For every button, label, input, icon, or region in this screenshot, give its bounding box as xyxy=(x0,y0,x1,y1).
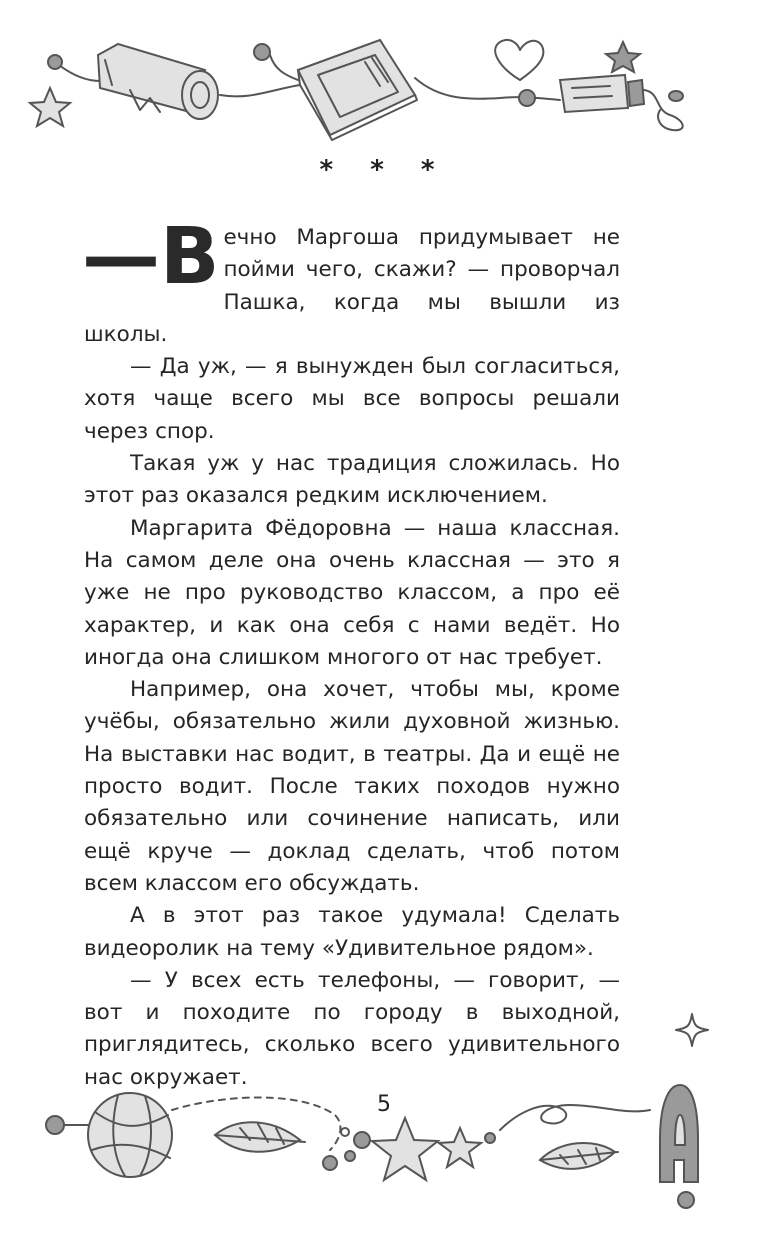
dot-icon xyxy=(48,55,62,69)
toothpaste-tube-icon xyxy=(560,75,683,130)
paragraph-6: А в этот раз такое удумала! Сделать видеоролик на тему «Удивительное рядом». xyxy=(84,903,620,961)
star-icon xyxy=(439,1128,481,1167)
paragraph-4: Маргарита Фёдоровна — наша классная. На самом деле она очень классная — это я уже не про руководство классом, а про её характер, и как она себя с нами ведёт. Но иногда она слишком многого от нас требует. xyxy=(84,515,620,670)
leaf-icon xyxy=(540,1143,618,1169)
dot-icon xyxy=(345,1151,355,1161)
dot-icon xyxy=(254,44,270,60)
dropcap xyxy=(82,212,220,302)
dot-icon xyxy=(354,1132,370,1148)
paragraph-1 xyxy=(82,212,620,351)
paragraph-text: ечно Маргоша придумывает не пойми чего, скажи? — проворчал Пашка, когда мы вышли из школы. xyxy=(84,225,620,347)
letter-a-icon xyxy=(660,1085,698,1182)
dropcap-letter: В xyxy=(160,212,220,302)
star-icon xyxy=(372,1118,438,1180)
diploma-scroll-icon xyxy=(98,44,218,119)
dot-icon xyxy=(519,90,535,106)
book-icon xyxy=(298,40,417,140)
dot-icon xyxy=(485,1133,495,1143)
sparkle-icon xyxy=(672,1010,712,1050)
bottom-doodle-border xyxy=(0,1060,768,1241)
body-text xyxy=(82,212,620,1094)
section-separator: ⁎ ⁎ ⁎ xyxy=(319,148,449,178)
page-number: 5 xyxy=(377,1092,391,1117)
dot-icon xyxy=(678,1192,694,1208)
paragraph-2: — Да уж, — я вынужден был согласиться, хотя чаще всего мы все вопросы решали через спор. xyxy=(84,354,620,444)
dot-icon xyxy=(323,1156,337,1170)
paragraph-7: — У всех есть телефоны, — говорит, — вот и походите по городу в выходной, приглядитесь, сколько всего удивительного нас окружает. xyxy=(84,967,620,1090)
dropcap-dash: — xyxy=(82,212,160,302)
top-doodle-border xyxy=(0,0,768,145)
dot-icon xyxy=(46,1116,64,1134)
star-icon xyxy=(606,42,640,72)
dot-icon xyxy=(341,1128,349,1136)
paragraph-5: Например, она хочет, чтобы мы, кроме учёбы, обязательно жили духовной жизнью. На выставки нас водит, в театры. Да и ещё не просто водит. После таких походов нужно обязательно или сочинение написать, или ещё круче — доклад сделать, чтоб потом всем классом его обсуждать. xyxy=(84,677,620,896)
paragraph-3: Такая уж у нас традиция сложилась. Но этот раз оказался редким исключением. xyxy=(84,451,620,509)
basketball-icon xyxy=(88,1093,172,1177)
heart-icon xyxy=(495,40,543,80)
star-icon xyxy=(30,88,70,126)
leaf-icon xyxy=(215,1122,305,1151)
